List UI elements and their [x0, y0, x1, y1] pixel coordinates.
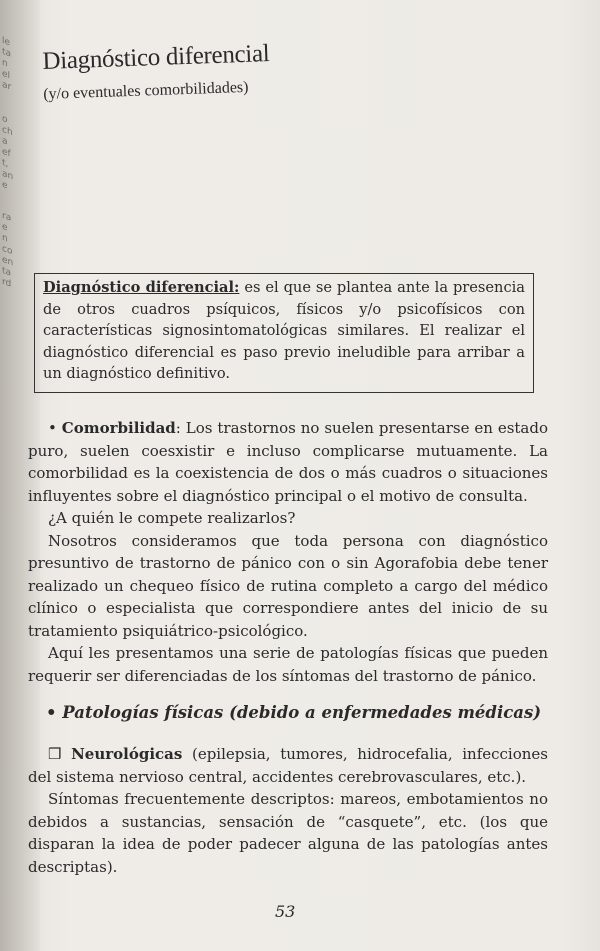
page-number: 53 — [275, 902, 296, 921]
neurologicas-paragraph — [28, 743, 548, 788]
gutter-fragment-1 — [2, 36, 28, 99]
neurologicas-term: Neurológicas — [71, 745, 183, 763]
patologias-heading: • Patologías físicas (debido a enfermedades médicas) — [46, 703, 542, 722]
gutter-text: co — [2, 243, 13, 258]
gutter-text: n — [2, 57, 8, 70]
definition-box — [34, 273, 534, 393]
paragraph: Aquí les presentamos una serie de patologías físicas que pueden requerir ser diferenciadas de los síntomas del trastorno de pánico. — [28, 644, 548, 685]
gutter-text: an — [2, 168, 14, 183]
gutter-text: ta — [2, 46, 12, 60]
gutter-text: rd — [2, 276, 12, 290]
gutter-text: e — [2, 179, 8, 192]
gutter-text: ch — [2, 124, 13, 139]
gutter-text: n — [2, 232, 8, 245]
gutter-text: ta — [2, 265, 12, 279]
bullet: • — [48, 419, 62, 437]
comorbilidad-paragraph — [28, 417, 548, 507]
definition-term: Diagnóstico diferencial: — [43, 279, 240, 296]
comorbilidad-text: : Los trastornos no suelen presentarse en estado puro, suelen coesxistir e incluso complicarse mutuamente. La comorbilidad es la coexistencia de dos o más cuadros o situaciones influyentes sobre el diagnóstico principal o el motivo de consulta. — [28, 419, 549, 505]
sintomas-paragraph: Síntomas frecuentemente descriptos: mareos, embotamientos no debidos a sustancias, sensación de “casquete”, etc. (los que disparan la idea de poder padecer alguna de las patologías antes descriptas). — [28, 790, 548, 876]
gutter-text: a — [2, 135, 8, 148]
gutter-text: ef — [2, 146, 11, 160]
checkbox-bullet-icon: ❒ — [48, 745, 72, 763]
paragraph: Nosotros consideramos que toda persona con diagnóstico presuntivo de trastorno de pánico con o sin Agorafobia debe tener realizado un chequeo físico de rutina completo a cargo del médico clínico o especialista que correspondiere antes del inicio de su tratamiento psiquiátrico-psicológico. — [28, 531, 548, 640]
gutter-fragment-2 — [2, 114, 28, 199]
gutter-text: ar — [2, 79, 12, 93]
comorbilidad-term: Comorbilidad — [61, 419, 176, 437]
body-text-2 — [28, 743, 548, 878]
paragraph: ¿A quién le compete realizarlos? — [48, 509, 296, 527]
gutter-text: o — [2, 113, 8, 126]
neurologicas-text: (epilepsia, tumores, hidrocefalia, infecciones del sistema nervioso central, accidentes cerebrovasculares, etc.). — [28, 745, 548, 786]
section-title: Diagnóstico diferencial — [42, 40, 270, 75]
gutter-text: el — [2, 68, 11, 82]
gutter-text: le — [2, 35, 11, 49]
body-text — [28, 417, 548, 687]
gutter-text: en — [2, 254, 14, 269]
section-subtitle: (y/o eventuales comorbilidades) — [43, 78, 249, 103]
gutter-text: t, — [2, 157, 9, 170]
definition-text: es el que se plantea ante la presencia de otros cuadros psíquicos, físicos y/o psicofísicos con características signosintomatológicas similares. El realizar el diagnóstico diferencial es paso previo ineludible para arribar a un diagnóstico definitivo. — [43, 279, 525, 382]
gutter-fragment-3 — [2, 211, 28, 296]
gutter-text: e — [2, 221, 8, 234]
gutter-text: ra — [2, 210, 12, 224]
